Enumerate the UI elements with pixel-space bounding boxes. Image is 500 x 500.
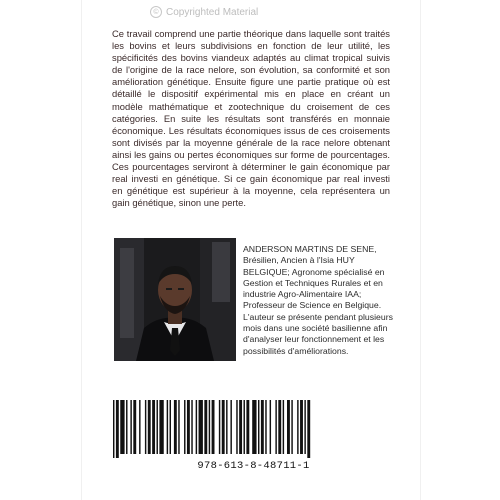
barcode-bar — [297, 400, 298, 454]
barcode-bar — [300, 400, 303, 454]
barcode-bar — [265, 400, 266, 454]
barcode-bar — [209, 400, 210, 454]
barcode-bar — [184, 400, 185, 454]
barcode-bar — [133, 400, 136, 454]
barcode-bar — [178, 400, 179, 454]
barcode-bar — [196, 400, 197, 454]
barcode-bar — [239, 400, 242, 454]
barcode-bar — [145, 400, 146, 454]
barcode-bar — [113, 400, 114, 458]
barcode-bar — [148, 400, 151, 454]
barcode-bars — [111, 400, 396, 458]
barcode-bar — [230, 400, 231, 454]
barcode-bar — [126, 400, 127, 454]
book-blurb: Ce travail comprend une partie théorique dans laquelle sont traités les bovins et leurs subdivisions en fonction de leur utilité, les spécificités des bovins viandeux adaptés au climat tropical suivis de l'origine de la race nelore, son évolution, sa conformité et son amélioration génétique. Ensuite figure une partie pratique où est détaillé le dispositif expérimental mis en place en créant un modèle mathématique et zootechnique du croisement de ces catégories. En suite les résultats sont transférés en monnaie économique. Les résultats économiques issus de ces croisements sont divisés par la moyenne générale de la race nelore obtenant ainsi les gains ou pertes économiques sur forme de pourcentages. Ces pourcentages serviront à déterminer le gain économique par real investi en génétique. Si ce gain économique par real investi en génétique est supérieur à la moyenne, cela représentera un gain génétique, sinon une perte. — [112, 28, 390, 209]
barcode-bar — [139, 400, 140, 454]
barcode-bar — [159, 400, 163, 454]
isbn-barcode — [111, 400, 396, 478]
barcode-bar — [219, 400, 220, 454]
barcode-bar — [167, 400, 168, 454]
barcode-bar — [291, 400, 292, 454]
barcode-bar — [252, 400, 256, 454]
barcode-bar — [116, 400, 119, 458]
barcode-bar — [244, 400, 245, 454]
barcode-bar — [120, 400, 124, 454]
barcode-bar — [204, 400, 207, 454]
barcode-bar — [278, 400, 281, 454]
barcode-bar — [152, 400, 155, 454]
author-portrait-image — [114, 238, 236, 361]
barcode-bar — [226, 400, 227, 454]
barcode-bar — [212, 400, 215, 454]
watermark-text: Copyrighted Material — [166, 6, 259, 18]
barcode-bar — [275, 400, 276, 454]
barcode-bar — [222, 400, 225, 454]
barcode-bar — [191, 400, 192, 454]
barcode-bar — [130, 400, 131, 454]
barcode-bar — [307, 400, 310, 458]
barcode-bar — [187, 400, 190, 454]
barcode-bar — [261, 400, 264, 454]
author-photo — [114, 238, 236, 361]
barcode-bar — [304, 400, 305, 454]
barcode-bar — [170, 400, 171, 454]
barcode-bar — [258, 400, 259, 454]
author-bio: ANDERSON MARTINS DE SENE, Brésilien, Ancien à l'Isia HUY BELGIQUE; Agronome spécialisé en Gestion et Techniques Rurales et en industrie Agro-Alimentaire IAA; Professeur de Science en Belgique. L'auteur se présente pendant plusieurs mois dans une société basilienne afin d'analyser leur fonctionnement et les possibilités d'améliorations. — [243, 244, 393, 356]
barcode-bar — [236, 400, 237, 454]
barcode-bar — [246, 400, 249, 454]
copyright-watermark — [150, 6, 258, 18]
barcode-bar — [199, 400, 203, 454]
copyright-icon: © — [150, 6, 162, 18]
barcode-bar — [287, 400, 290, 454]
barcode-bar — [270, 400, 271, 454]
barcode-bar — [283, 400, 284, 454]
isbn-number: 978-613-8-48711-1 — [197, 460, 310, 472]
barcode-bar — [157, 400, 158, 454]
barcode-bar — [174, 400, 177, 454]
